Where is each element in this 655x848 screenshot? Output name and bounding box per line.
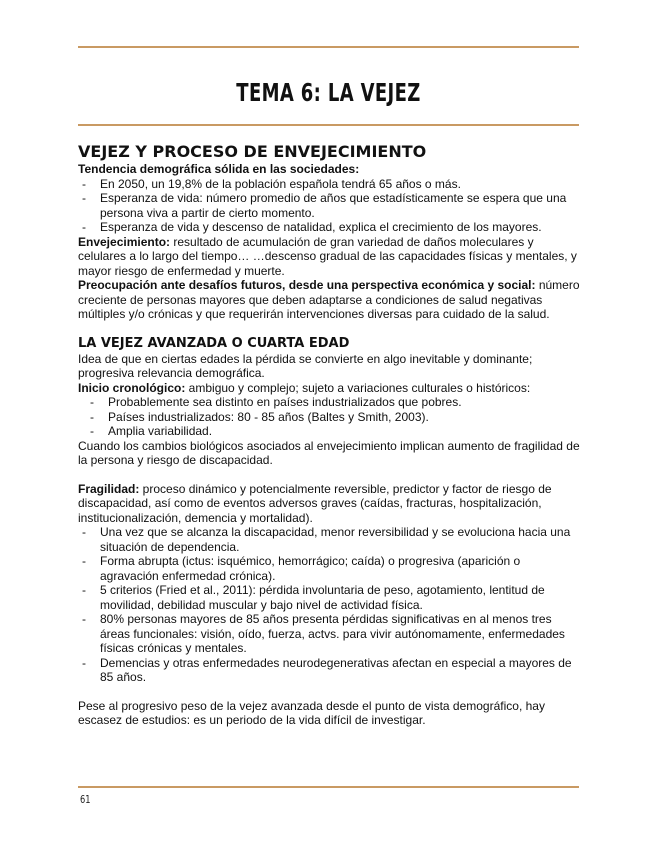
fourth-age-intro: Idea de que en ciertas edades la pérdida se convierte en algo inevitable y dominante; progresiva relevancia demográfica. (78, 351, 533, 380)
biological-changes: Cuando los cambios biológicos asociados al envejecimiento implican aumento de fragilidad de la persona y riesgo de discapacidad. (78, 438, 580, 467)
page-number: 61 (80, 793, 91, 806)
list-item: - 80% personas mayores de 85 años presenta pérdidas significativas en al menos tres áreas funcionales: visión, oído, fuerza, actvs. para vivir autónomamente, enfermedades físicas crónicas y mentales. (78, 612, 582, 656)
list-item: - Esperanza de vida: número promedio de años que estadísticamente se espera que una persona viva a partir de cierto momento. (78, 191, 582, 220)
closing-paragraph: Pese al progresivo peso de la vejez avanzada desde el punto de vista demográfico, hay escasez de estudios: es un periodo de la vida difícil de investigar. (78, 698, 545, 727)
list-item: - Amplia variabilidad. (78, 424, 582, 439)
section-heading-aging-process: VEJEZ Y PROCESO DE ENVEJECIMIENTO (78, 142, 427, 161)
list-item: - 5 criterios (Fried et al., 2011): pérdida involuntaria de peso, agotamiento, lentitud de movilidad, debilidad muscular y bajo nivel de actividad física. (78, 583, 582, 612)
list-item: - Probablemente sea distinto en países industrializados que pobres. (78, 395, 582, 410)
title-rule (78, 124, 579, 126)
list-item: - Una vez que se alcanza la discapacidad, menor reversibilidad y se evoluciona hacia una situación de dependencia. (78, 525, 582, 554)
onset-list (78, 395, 582, 439)
page-content (78, 140, 582, 728)
frailty-list (78, 525, 582, 685)
section-heading-fourth-age: LA VEJEZ AVANZADA O CUARTA EDAD (78, 335, 350, 351)
list-item: - Forma abrupta (ictus: isquémico, hemorrágico; caída) o progresiva (aparición o agravación enfermedad crónica). (78, 554, 582, 583)
list-item: - Demencias y otras enfermedades neurodegenerativas afectan en especial a mayores de 85 años. (78, 656, 582, 685)
aging-definition: Envejecimiento: resultado de acumulación de gran variedad de daños moleculares y celulares a lo largo del tiempo… …descenso gradual de las capacidades físicas y mentales, y mayor riesgo de enfermedad y muerte. (78, 234, 577, 278)
trend-label: Tendencia demográfica sólida en las sociedades: (78, 162, 360, 176)
trend-list (78, 177, 582, 235)
onset-paragraph: Inicio cronológico: ambiguo y complejo; sujeto a variaciones culturales o históricos: (78, 380, 531, 395)
page-title: TEMA 6: LA VEJEZ (236, 78, 421, 107)
frailty-definition: Fragilidad: proceso dinámico y potencialmente reversible, predictor y factor de riesgo de discapacidad, así como de eventos adversos graves (caídas, fracturas, hospitalización, institucionalización, demencia y mortalidad). (78, 481, 552, 525)
footer-rule (78, 786, 579, 788)
list-item: - Países industrializados: 80 - 85 años (Baltes y Smith, 2003). (78, 410, 582, 425)
list-item: - Esperanza de vida y descenso de natalidad, explica el crecimiento de los mayores. (78, 220, 582, 235)
list-item: - En 2050, un 19,8% de la población española tendrá 65 años o más. (78, 177, 582, 192)
concern-paragraph: Preocupación ante desafíos futuros, desde una perspectiva económica y social: número creciente de personas mayores que deben adaptarse a condiciones de salud negativas múltiples y/o crónicas y que requerirán intervenciones diversas para cuidado de la salud. (78, 278, 580, 321)
top-rule (78, 46, 579, 48)
